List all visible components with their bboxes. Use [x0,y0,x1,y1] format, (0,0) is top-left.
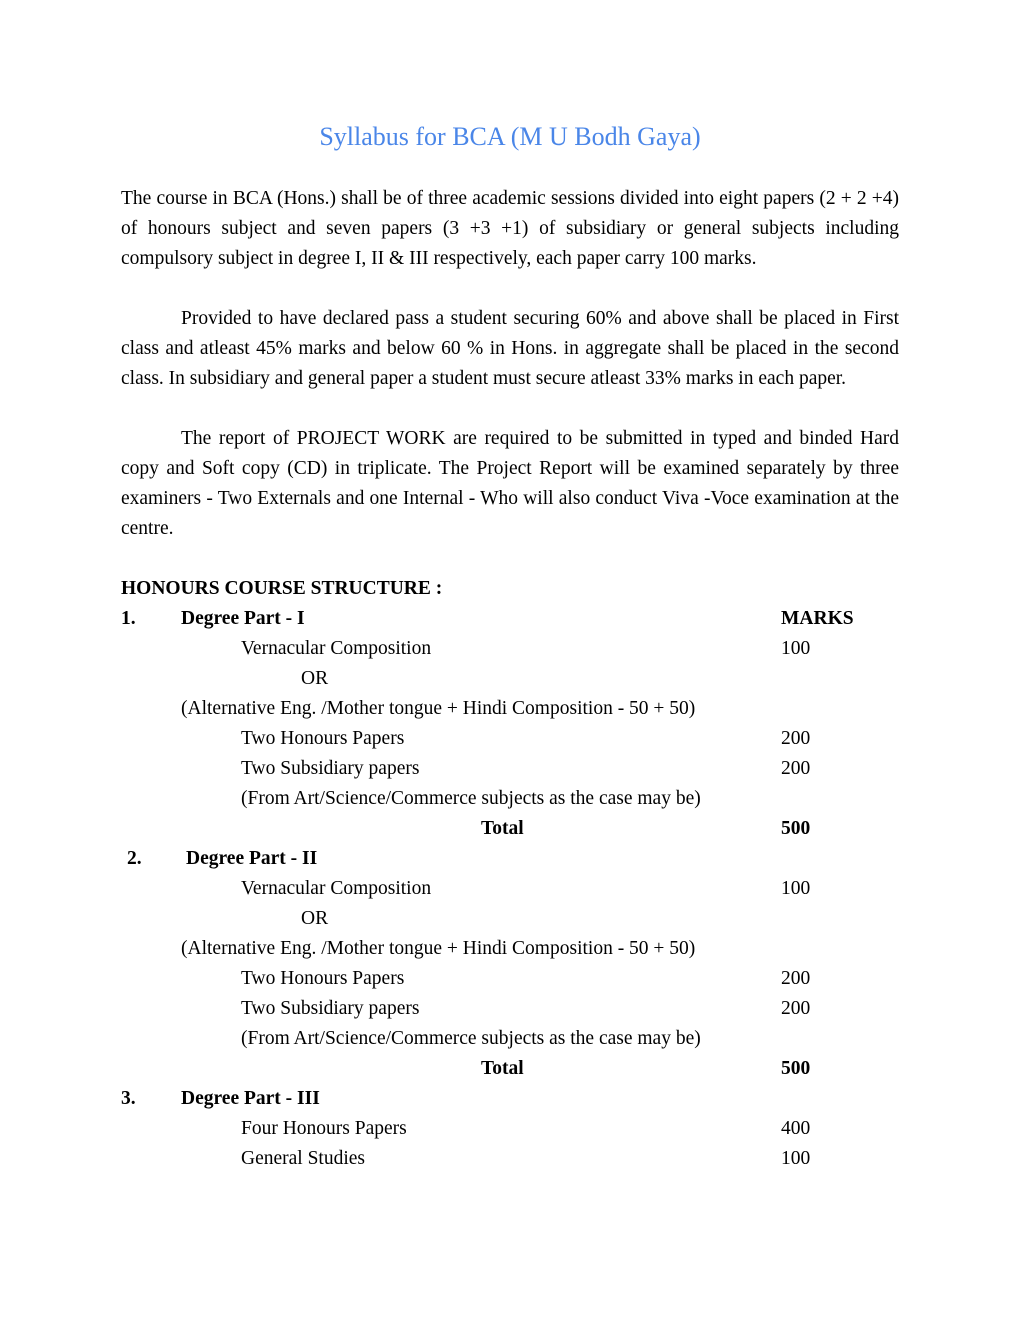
paper-label: Four Honours Papers [241,1118,407,1139]
course-structure-heading: HONOURS COURSE STRUCTURE : [121,578,443,599]
paper-marks: 100 [781,1148,811,1169]
paper-marks: 100 [781,638,811,659]
paper-marks: 100 [781,878,811,899]
total-label: Total [481,1058,524,1079]
or-separator: OR [301,908,329,929]
paper-label: Vernacular Composition [241,878,432,899]
subject-note: (From Art/Science/Commerce subjects as the case may be) [241,788,701,809]
intro-paragraph: The course in BCA (Hons.) shall be of three academic sessions divided into eight papers (2 + 2 +4) of honours subject and seven papers (3 +3 +1) of subsidiary or general subjects including compulsory subject in degree I, II & III respectively, each paper carry 100 marks. [121,188,899,269]
alternative-note: (Alternative Eng. /Mother tongue + Hindi Composition - 50 + 50) [181,698,696,719]
paper-marks: 200 [781,998,811,1019]
classification-paragraph: Provided to have declared pass a student securing 60% and above shall be placed in First class and atleast 45% marks and below 60 % in Hons. in aggregate shall be placed in the second class. In subsidiary and general paper a student must secure atleast 33% marks in each paper. [121,308,899,389]
paper-marks: 400 [781,1118,811,1139]
paper-label: Two Honours Papers [241,728,405,749]
paper-marks: 200 [781,968,811,989]
paper-label: Two Subsidiary papers [241,758,420,779]
total-marks: 500 [781,1058,811,1079]
part-number: 2. [127,848,142,869]
marks-header: MARKS [781,608,854,629]
part-number: 3. [121,1088,136,1109]
total-marks: 500 [781,818,811,839]
paper-label: General Studies [241,1148,366,1169]
subject-note: (From Art/Science/Commerce subjects as the case may be) [241,1028,701,1049]
paper-label: Two Subsidiary papers [241,998,420,1019]
paper-marks: 200 [781,728,811,749]
part-name: Degree Part - II [186,848,318,869]
total-label: Total [481,818,524,839]
part-number: 1. [121,608,136,629]
alternative-note: (Alternative Eng. /Mother tongue + Hindi Composition - 50 + 50) [181,938,696,959]
part-name: Degree Part - I [181,608,305,629]
paper-label: Two Honours Papers [241,968,405,989]
paper-marks: 200 [781,758,811,779]
project-work-paragraph: The report of PROJECT WORK are required to be submitted in typed and binded Hard copy and Soft copy (CD) in triplicate. The Project Report will be examined separately by three examiners - Two Externals and one Internal - Who will also conduct Viva -Voce examination at the centre. [121,428,899,539]
part-name: Degree Part - III [181,1088,320,1109]
paper-label: Vernacular Composition [241,638,432,659]
page-title: Syllabus for BCA (M U Bodh Gaya) [319,122,701,151]
or-separator: OR [301,668,329,689]
